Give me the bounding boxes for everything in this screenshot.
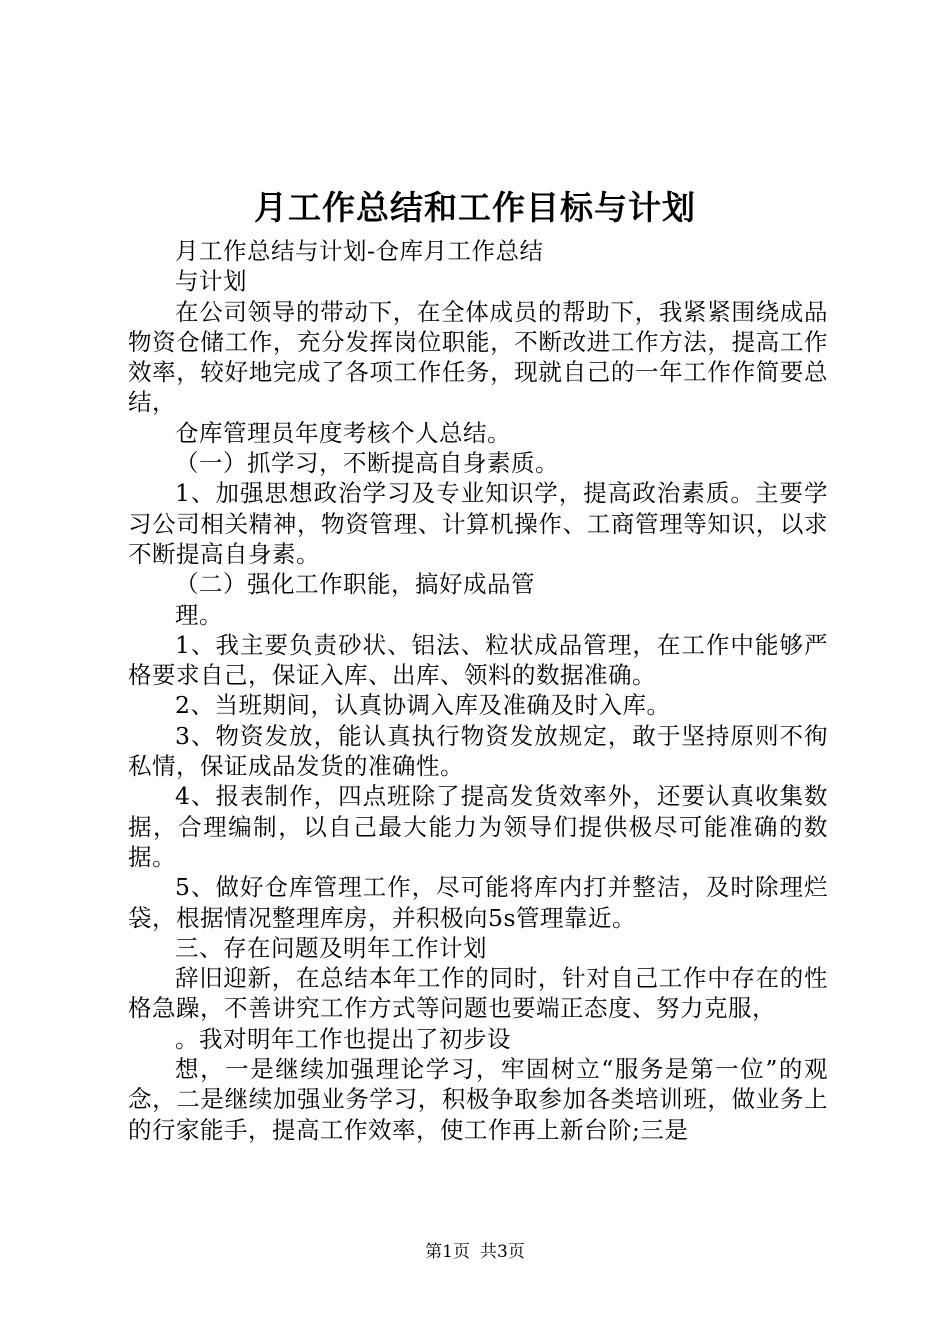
- paragraph-problems: 辞旧迎新，在总结本年工作的同时，针对自己工作中存在的性格急躁，不善讲究工作方式等问题也要端正态度、努力克服，: [128, 964, 828, 1023]
- paragraph-review: 仓库管理员年度考核个人总结。: [175, 418, 511, 447]
- document-title: 月工作总结和工作目标与计划: [254, 188, 696, 227]
- paragraph-item-2: 2、当班期间，认真协调入库及准确及时入库。: [175, 691, 671, 720]
- section-heading-1: （一）抓学习，不断提高自身素质。: [175, 449, 559, 478]
- page-total: 共3页: [480, 1242, 525, 1262]
- paragraph-plan: 想，一是继续加强理论学习，牢固树立“服务是第一位”的观念，二是继续加强业务学习，积极争取参加各类培训班，做业务上的行家能手，提高工作效率，使工作再上新台阶;三是: [128, 1055, 828, 1144]
- paragraph-study: 1、加强思想政治学习及专业知识学，提高政治素质。主要学习公司相关精神，物资管理、计算机操作、工商管理等知识，以求不断提高自身素。: [128, 479, 828, 568]
- paragraph-item-5: 5、做好仓库管理工作，尽可能将库内打并整洁，及时除理烂袋，根据情况整理库房，并积极向5s管理靠近。: [128, 873, 828, 932]
- paragraph-plan-intro: 。我对明年工作也提出了初步设: [175, 1024, 511, 1053]
- section-heading-2: （二）强化工作职能，搞好成品管: [175, 570, 535, 599]
- paragraph-item-3: 3、物资发放，能认真执行物资发放规定，敢于坚持原则不徇私情，保证成品发货的准确性。: [128, 721, 828, 781]
- section-heading-3: 三、存在问题及明年工作计划: [175, 933, 487, 962]
- section-heading-2-cont: 理。: [175, 600, 223, 629]
- paragraph-item-4: 4、报表制作，四点班除了提高发货效率外，还要认真收集数据，合理编制，以自己最大能力为领导们提供极尽可能准确的数据。: [128, 782, 828, 871]
- page-number: 第1页: [425, 1242, 470, 1262]
- paragraph-subtitle-1: 月工作总结与计划-仓库月工作总结: [175, 237, 544, 265]
- document-body: [128, 236, 828, 1145]
- paragraph-item-1: 1、我主要负责砂状、铝法、粒状成品管理，在工作中能够严格要求自己，保证入库、出库、领料的数据准确。: [128, 630, 828, 690]
- paragraph-subtitle-2: 与计划: [175, 267, 247, 296]
- page-footer: [0, 1240, 950, 1264]
- paragraph-intro: 在公司领导的带动下，在全体成员的帮助下，我紧紧围绕成品物资仓储工作，充分发挥岗位职能，不断改进工作方法，提高工作效率，较好地完成了各项工作任务，现就自己的一年工作作简要总结，: [128, 297, 828, 417]
